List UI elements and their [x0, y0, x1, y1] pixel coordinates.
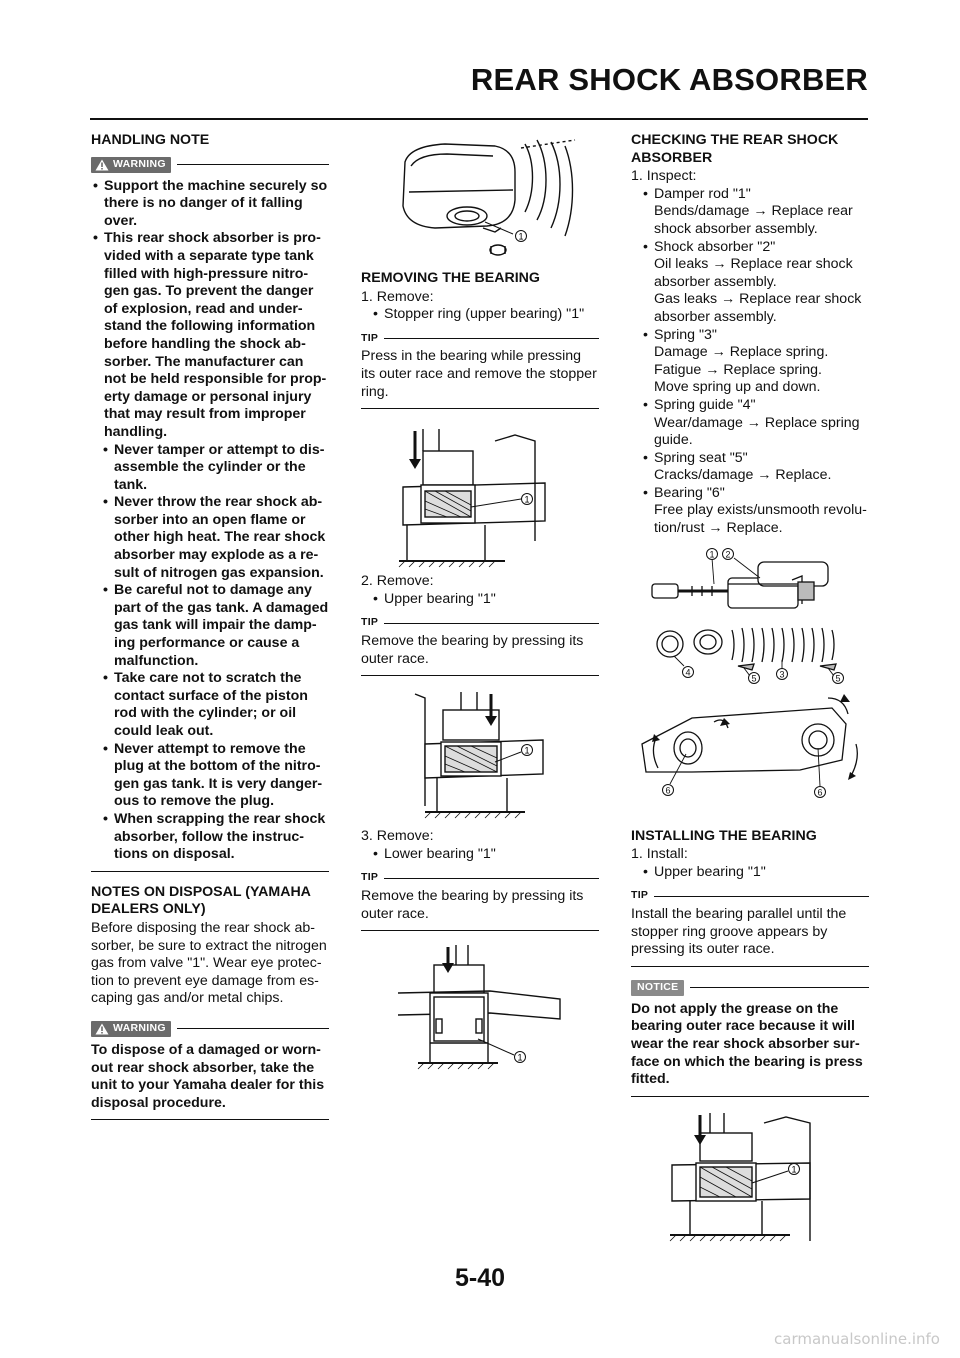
inspect-step: 1. Inspect:	[631, 168, 697, 185]
warning-badge	[91, 157, 171, 173]
tip-label: TIP	[361, 616, 379, 629]
list-item-detail: Damage → Replace spring.	[654, 344, 829, 361]
svg-text:1: 1	[524, 494, 530, 505]
list-item: • Spring "3"	[641, 327, 869, 345]
step-1-list	[361, 306, 599, 324]
tip-header	[361, 330, 599, 348]
step-3: 3. Remove:	[361, 828, 434, 845]
list-item: • Never attempt to remove the plug at the bottom of the nitro-gen gas tank. It is very danger-ous to remove the plug.	[101, 741, 329, 811]
callout-6	[663, 784, 674, 795]
list-item-detail: Wear/damage → Replace spring guide.	[654, 414, 860, 449]
tip-label: TIP	[361, 331, 379, 344]
warning-banner-2	[91, 1020, 329, 1038]
list-item-detail: Move spring up and down.	[654, 379, 821, 396]
svg-text:1: 1	[524, 745, 530, 756]
svg-text:1: 1	[791, 1164, 797, 1175]
disposal-text: Before disposing the rear shock ab-sorber, be sure to extract the nitrogen gas from valve "1". Wear eye protec-tion to prevent eye damage from es-caping gas and/or metal chips.	[91, 919, 327, 1007]
shock-components-figure	[632, 548, 868, 820]
warning-banner	[91, 156, 329, 174]
remove-upper-bearing-figure	[395, 688, 565, 824]
tip-header	[361, 869, 599, 887]
list-item-detail: Cracks/damage → Replace.	[654, 467, 832, 484]
notice-text: Do not apply the grease on the bearing outer race because it will wear the rear shock absorber sur-face on which the bearing is press fitted.	[631, 1000, 863, 1088]
column-2	[361, 132, 599, 1075]
installing-heading: INSTALLING THE BEARING	[631, 827, 817, 844]
tip-2-end-rule	[361, 675, 599, 676]
svg-text:5: 5	[835, 673, 841, 684]
list-item-detail: Bends/damage → Replace rear shock absorber assembly.	[654, 203, 853, 237]
svg-text:1: 1	[709, 549, 715, 560]
list-item: • Be careful not to damage any part of the gas tank. A damaged gas tank will impair the damp-ing performance or cause a malfunction.	[101, 582, 329, 670]
list-item: • Take care not to scratch the contact surface of the piston rod with the cylinder; or oil could leak out.	[101, 670, 329, 740]
svg-text:5: 5	[751, 673, 757, 684]
warning-end-rule	[91, 871, 329, 872]
notice-banner	[631, 979, 869, 997]
warning-rule	[177, 1028, 329, 1029]
callout-1	[789, 1163, 800, 1174]
list-item: • Upper bearing "1"	[641, 864, 869, 882]
list-item: • Never throw the rear shock ab-sorber into an open flame or other high heat. The rear shock absorber may explode as a re-sult of nitrogen gas expansion.	[101, 494, 329, 582]
callout-1	[522, 494, 533, 505]
tip-header	[631, 887, 869, 905]
column-3	[631, 132, 869, 1249]
callout-1	[515, 1052, 526, 1063]
warning-triangle-icon	[95, 159, 109, 171]
callout-1	[516, 231, 527, 242]
removing-bearing-heading: REMOVING THE BEARING	[361, 270, 540, 286]
list-item-detail: Fatigue → Replace spring.	[654, 361, 822, 378]
step-1: 1. Remove:	[361, 288, 434, 305]
step-3-list	[361, 846, 599, 864]
tip-label: TIP	[361, 871, 379, 884]
list-item: • This rear shock absorber is pro-vided with a separate type tank filled with high-pressure nitro-gen gas. To prevent the danger of explosion, read and under-stand the following information before handling the shock ab-sorber. The manufacturer can not be held responsible for prop-erty damage or personal injury that may result from improper handling.	[91, 230, 329, 441]
svg-text:1: 1	[517, 1052, 523, 1063]
remove-lower-bearing-figure	[390, 943, 570, 1075]
callout-5	[749, 672, 760, 683]
step-2-list	[361, 591, 599, 609]
list-item: • Spring guide "4"	[641, 397, 869, 415]
install-list	[631, 864, 869, 882]
callout-4	[683, 666, 694, 677]
list-item: • Damper rod "1"	[641, 186, 869, 204]
warning-badge	[91, 1021, 171, 1037]
press-stopper-ring-figure	[395, 421, 565, 569]
list-item: • Bearing "6"	[641, 485, 869, 503]
tip-3-end-rule	[361, 930, 599, 931]
callout-1	[707, 548, 718, 559]
list-item-detail: Oil leaks → Replace rear shock absorber assembly.	[654, 256, 853, 290]
warning-label: WARNING	[113, 157, 166, 170]
page-header	[90, 40, 868, 100]
header-rule	[90, 118, 868, 120]
tip-rule	[384, 623, 599, 624]
watermark: carmanualsonline.info	[774, 1330, 940, 1348]
list-item-detail: Gas leaks → Replace rear shock absorber assembly.	[654, 291, 862, 325]
page-title: REAR SHOCK ABSORBER	[470, 62, 868, 97]
list-item-detail: Free play exists/unsmooth revolu-tion/rust → Replace.	[654, 502, 867, 537]
disposal-heading: NOTES ON DISPOSAL (YAMAHA DEALERS ONLY)	[91, 883, 311, 918]
svg-text:6: 6	[817, 787, 823, 798]
checking-heading: CHECKING THE REAR SHOCK ABSORBER	[631, 132, 839, 166]
list-item: • Spring seat "5"	[641, 450, 869, 468]
list-item: • Support the machine securely so there is no danger of it falling over.	[91, 178, 329, 231]
svg-text:4: 4	[685, 667, 691, 678]
callout-6	[815, 786, 826, 797]
callout-3	[777, 668, 788, 679]
svg-text:3: 3	[779, 669, 785, 680]
list-item: • Upper bearing "1"	[371, 591, 599, 609]
notice-badge: NOTICE	[631, 980, 684, 996]
page-number: 5-40	[454, 1264, 506, 1292]
tip-1-text: Press in the bearing while pressing its outer race and remove the stopper ring.	[361, 348, 597, 400]
warning-triangle-icon	[95, 1023, 109, 1035]
callout-5	[833, 672, 844, 683]
tip-label: TIP	[631, 889, 649, 902]
tip-2-text: Remove the bearing by pressing its outer race.	[361, 632, 584, 667]
notice-rule	[690, 987, 869, 988]
warning-rule	[177, 164, 329, 165]
svg-text:2: 2	[725, 549, 731, 560]
step-2: 2. Remove:	[361, 573, 434, 590]
tip-rule	[654, 896, 869, 897]
install-tip-text: Install the bearing parallel until the stopper ring groove appears by pressing its outer race.	[631, 906, 847, 958]
tip-header	[361, 614, 599, 632]
column-1	[91, 132, 329, 1132]
callout-1	[522, 745, 533, 756]
svg-text:6: 6	[665, 785, 671, 796]
list-item: • Lower bearing "1"	[371, 846, 599, 864]
warning-2-text: To dispose of a damaged or worn-out rear shock absorber, take the unit to your Yamaha dealer for this disposal procedure.	[91, 1041, 325, 1111]
install-step: 1. Install:	[631, 846, 688, 863]
callout-2	[723, 548, 734, 559]
svg-text:1: 1	[518, 231, 524, 242]
inspect-list	[631, 186, 869, 538]
warning-label: WARNING	[113, 1022, 166, 1035]
handling-note-heading: HANDLING NOTE	[91, 132, 210, 148]
shock-absorber-stopper-ring-figure	[375, 132, 585, 264]
list-item: • Shock absorber "2"	[641, 239, 869, 257]
notice-end-rule	[631, 1096, 869, 1097]
tip-rule	[384, 878, 599, 879]
warning-2-end-rule	[91, 1119, 329, 1120]
list-item: • Never tamper or attempt to dis-assemble the cylinder or the tank.	[101, 442, 329, 495]
install-tip-end-rule	[631, 966, 869, 967]
install-upper-bearing-figure	[660, 1109, 840, 1249]
tip-1-end-rule	[361, 408, 599, 409]
warning-list	[91, 178, 329, 864]
list-item: • When scrapping the rear shock absorber, follow the instruc-tions on disposal.	[101, 811, 329, 864]
tip-3-text: Remove the bearing by pressing its outer race.	[361, 887, 584, 922]
list-item: • Stopper ring (upper bearing) "1"	[371, 306, 599, 324]
tip-rule	[384, 338, 599, 339]
